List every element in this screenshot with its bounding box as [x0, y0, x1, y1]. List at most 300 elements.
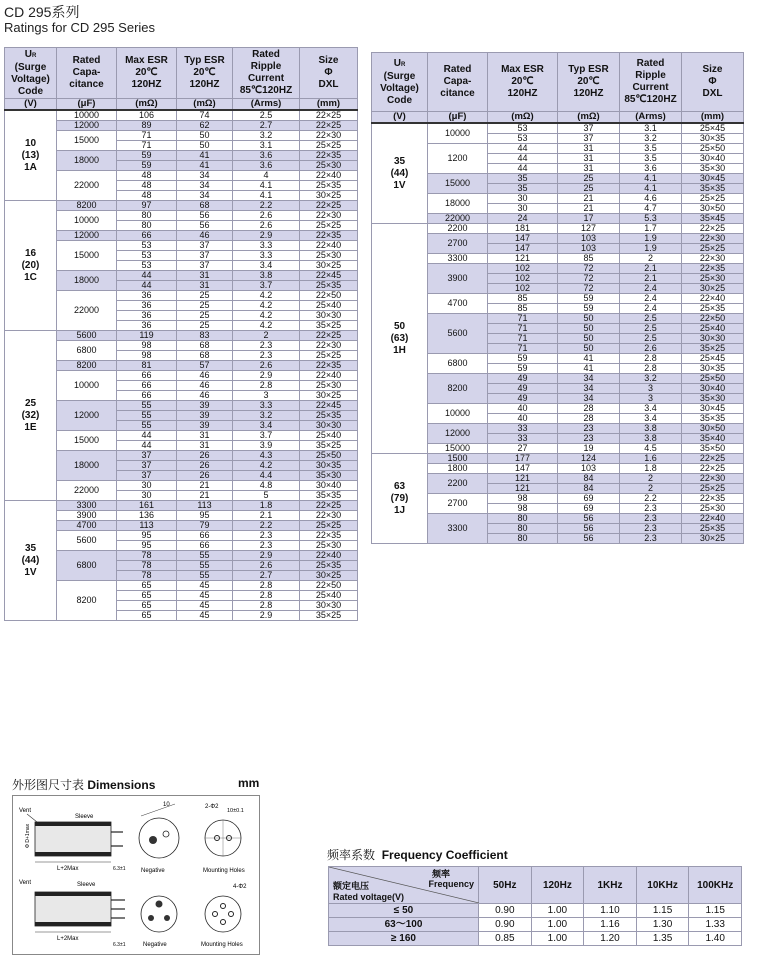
value-cell: 74: [177, 110, 233, 121]
value-cell: 48: [117, 191, 177, 201]
header-ripple: Rated Ripple Current 85℃120HZ: [233, 48, 300, 99]
value-cell: 4.8: [233, 481, 300, 491]
value-cell: 34: [177, 191, 233, 201]
mounting-label-bottom: Mounting Holes: [201, 942, 243, 948]
value-cell: 30×25: [300, 191, 358, 201]
value-cell: 22×35: [682, 494, 744, 504]
value-cell: 49: [488, 374, 558, 384]
value-cell: 25×30: [300, 541, 358, 551]
value-cell: 44: [488, 154, 558, 164]
value-cell: 34: [558, 384, 620, 394]
value-cell: 50: [558, 344, 620, 354]
value-cell: 59: [488, 354, 558, 364]
value-cell: 2.9: [233, 551, 300, 561]
value-cell: 26: [177, 461, 233, 471]
value-cell: 30×35: [682, 364, 744, 374]
vent-label-bottom: Vent: [19, 880, 32, 886]
capacitance-cell: 1800: [428, 464, 488, 474]
value-cell: 31: [558, 154, 620, 164]
value-cell: 3.2: [233, 131, 300, 141]
capacitance-cell: 3300: [428, 254, 488, 264]
value-cell: 45: [177, 591, 233, 601]
value-cell: 3.7: [233, 431, 300, 441]
unit-cell: (mm): [300, 99, 358, 111]
value-cell: 71: [488, 344, 558, 354]
capacitance-cell: 18000: [57, 451, 117, 481]
value-cell: 71: [117, 141, 177, 151]
value-cell: 4.2: [233, 321, 300, 331]
voltage-group-cell: 35 (44) 1V: [5, 501, 57, 621]
value-cell: 53: [117, 261, 177, 271]
value-cell: 35×35: [682, 414, 744, 424]
table-row: [372, 194, 744, 204]
series-title: CD 295系列: [4, 4, 80, 20]
length-label: L+2Max: [57, 866, 79, 872]
value-cell: 44: [488, 144, 558, 154]
table-row: [5, 121, 358, 131]
freq-cell: 1.15: [689, 904, 742, 918]
value-cell: 2.5: [233, 110, 300, 121]
value-cell: 40: [488, 404, 558, 414]
value-cell: 2.6: [233, 561, 300, 571]
freq-col-100khz: 100KHz: [689, 867, 742, 904]
value-cell: 2.8: [233, 591, 300, 601]
value-cell: 31: [177, 271, 233, 281]
value-cell: 22×25: [682, 224, 744, 234]
value-cell: 1.9: [620, 234, 682, 244]
capacitance-cell: 22000: [428, 214, 488, 224]
value-cell: 22×30: [300, 341, 358, 351]
ratings-units-row: [372, 112, 744, 124]
freq-col-120hz: 120Hz: [531, 867, 584, 904]
value-cell: 59: [117, 151, 177, 161]
value-cell: 22×35: [300, 151, 358, 161]
value-cell: 161: [117, 501, 177, 511]
value-cell: 80: [117, 221, 177, 231]
value-cell: 37: [177, 251, 233, 261]
value-cell: 30: [488, 194, 558, 204]
two-phi2-label: 2-Φ2: [205, 804, 219, 810]
value-cell: 25×35: [300, 411, 358, 421]
freq-cell: 1.00: [531, 932, 584, 946]
value-cell: 5.3: [620, 214, 682, 224]
value-cell: 44: [488, 164, 558, 174]
header-size: Size Φ DXL: [300, 48, 358, 99]
table-row: [5, 331, 358, 341]
value-cell: 3.4: [620, 404, 682, 414]
value-cell: 25×40: [682, 324, 744, 334]
value-cell: 69: [558, 504, 620, 514]
value-cell: 22×25: [300, 501, 358, 511]
table-row: [5, 171, 358, 181]
value-cell: 50: [558, 324, 620, 334]
unit-cell: (V): [372, 112, 428, 124]
value-cell: 3.4: [233, 421, 300, 431]
value-cell: 28: [558, 404, 620, 414]
value-cell: 65: [117, 611, 177, 621]
value-cell: 102: [488, 264, 558, 274]
value-cell: 2.9: [233, 611, 300, 621]
value-cell: 30×30: [300, 601, 358, 611]
capacitance-cell: 10000: [428, 404, 488, 424]
unit-cell: (mΩ): [558, 112, 620, 124]
table-row: [5, 511, 358, 521]
ratings-header-row: [372, 53, 744, 112]
value-cell: 26: [177, 471, 233, 481]
value-cell: 30×40: [300, 481, 358, 491]
table-row: [372, 254, 744, 264]
ratings-table-left: [4, 47, 358, 621]
value-cell: 80: [117, 211, 177, 221]
value-cell: 24: [488, 214, 558, 224]
value-cell: 2.3: [620, 514, 682, 524]
value-cell: 136: [117, 511, 177, 521]
header-max-esr: Max ESR 20℃ 120HZ: [488, 53, 558, 112]
value-cell: 27: [488, 444, 558, 454]
value-cell: 2.6: [233, 361, 300, 371]
value-cell: 177: [488, 454, 558, 464]
value-cell: 23: [558, 424, 620, 434]
value-cell: 78: [117, 561, 177, 571]
value-cell: 2.2: [233, 201, 300, 211]
freq-cell: 1.40: [689, 932, 742, 946]
table-row: [5, 361, 358, 371]
ratings-table-right: [371, 52, 744, 544]
value-cell: 25×25: [300, 351, 358, 361]
value-cell: 22×25: [682, 454, 744, 464]
value-cell: 2.8: [620, 354, 682, 364]
value-cell: 80: [488, 524, 558, 534]
value-cell: 36: [117, 301, 177, 311]
sleeve-label-bottom: Sleeve: [77, 882, 96, 888]
frequency-corner-cell: [329, 867, 479, 904]
value-cell: 37: [177, 261, 233, 271]
value-cell: 33: [488, 434, 558, 444]
value-cell: 22×40: [300, 171, 358, 181]
value-cell: 25×40: [300, 431, 358, 441]
freq-row: [329, 918, 742, 932]
freq-cell: 1.10: [584, 904, 637, 918]
value-cell: 2.4: [620, 284, 682, 294]
freq-col-50hz: 50Hz: [479, 867, 532, 904]
table-row: [5, 271, 358, 281]
value-cell: 46: [177, 391, 233, 401]
value-cell: 3.6: [233, 161, 300, 171]
value-cell: 48: [117, 171, 177, 181]
value-cell: 25×25: [682, 484, 744, 494]
table-row: [372, 224, 744, 234]
value-cell: 21: [177, 481, 233, 491]
value-cell: 127: [558, 224, 620, 234]
table-row: [5, 231, 358, 241]
ten-pm-label: 10±0.1: [227, 808, 244, 814]
value-cell: 25: [177, 291, 233, 301]
value-cell: 30×50: [682, 424, 744, 434]
value-cell: 4.2: [233, 461, 300, 471]
value-cell: 26: [177, 451, 233, 461]
value-cell: 22×35: [300, 531, 358, 541]
capacitance-cell: 12000: [57, 121, 117, 131]
value-cell: 35×30: [300, 471, 358, 481]
value-cell: 4.2: [233, 311, 300, 321]
value-cell: 65: [117, 601, 177, 611]
value-cell: 45: [177, 601, 233, 611]
value-cell: 25×25: [300, 141, 358, 151]
sleeve-label: Sleeve: [75, 814, 94, 820]
voltage-group-cell: 50 (63) 1H: [372, 224, 428, 454]
negative-label-bottom: Negative: [143, 942, 167, 948]
voltage-group-cell: 25 (32) 1E: [5, 331, 57, 501]
value-cell: 3.3: [233, 241, 300, 251]
value-cell: 89: [117, 121, 177, 131]
value-cell: 3: [233, 391, 300, 401]
header-cap: Rated Capa- citance: [57, 48, 117, 99]
capacitance-cell: 2700: [428, 234, 488, 254]
dimensions-drawing: [12, 795, 260, 955]
table-row: [372, 234, 744, 244]
value-cell: 80: [488, 514, 558, 524]
header-voltage: UR (Surge Voltage) Code: [372, 53, 428, 112]
value-cell: 103: [558, 234, 620, 244]
value-cell: 50: [558, 334, 620, 344]
value-cell: 3.6: [233, 151, 300, 161]
table-row: [5, 241, 358, 251]
value-cell: 45: [177, 611, 233, 621]
capacitance-cell: 3300: [428, 514, 488, 544]
value-cell: 25×35: [300, 181, 358, 191]
value-cell: 34: [177, 181, 233, 191]
value-cell: 37: [117, 471, 177, 481]
value-cell: 98: [488, 504, 558, 514]
value-cell: 25: [177, 301, 233, 311]
value-cell: 85: [488, 294, 558, 304]
value-cell: 3.2: [620, 374, 682, 384]
value-cell: 41: [177, 161, 233, 171]
value-cell: 34: [558, 394, 620, 404]
value-cell: 66: [177, 531, 233, 541]
capacitance-cell: 6800: [57, 341, 117, 361]
value-cell: 25×25: [682, 244, 744, 254]
value-cell: 72: [558, 284, 620, 294]
value-cell: 3: [620, 384, 682, 394]
value-cell: 41: [558, 354, 620, 364]
value-cell: 79: [177, 521, 233, 531]
value-cell: 56: [177, 211, 233, 221]
value-cell: 25×50: [300, 451, 358, 461]
value-cell: 3.9: [233, 441, 300, 451]
value-cell: 30×30: [300, 311, 358, 321]
value-cell: 25×50: [682, 144, 744, 154]
value-cell: 2.8: [620, 364, 682, 374]
capacitance-cell: 8200: [57, 581, 117, 621]
capacitance-cell: 2700: [428, 494, 488, 514]
freq-cell: 1.00: [531, 904, 584, 918]
value-cell: 2.5: [620, 314, 682, 324]
header-max-esr: Max ESR 20℃ 120HZ: [117, 48, 177, 99]
value-cell: 41: [558, 364, 620, 374]
dimensions-unit: mm: [238, 776, 260, 790]
value-cell: 2.3: [620, 534, 682, 544]
value-cell: 81: [117, 361, 177, 371]
value-cell: 80: [488, 534, 558, 544]
value-cell: 25×30: [300, 251, 358, 261]
table-row: [5, 211, 358, 221]
value-cell: 65: [117, 591, 177, 601]
value-cell: 56: [558, 514, 620, 524]
value-cell: 22×35: [300, 361, 358, 371]
capacitance-cell: 22000: [57, 481, 117, 501]
value-cell: 59: [117, 161, 177, 171]
value-cell: 25×45: [682, 123, 744, 134]
value-cell: 25×30: [682, 274, 744, 284]
capacitance-cell: 1500: [428, 454, 488, 464]
table-row: [5, 551, 358, 561]
header-voltage-sub: R: [31, 52, 37, 59]
freq-cell: 1.33: [689, 918, 742, 932]
table-row: [5, 521, 358, 531]
table-row: [5, 431, 358, 441]
value-cell: 2.3: [233, 531, 300, 541]
dimensions-title: 外形图尺寸表 Dimensions: [12, 778, 156, 792]
ratings-header-row: [5, 48, 358, 99]
voltage-group-cell: 10 (13) 1A: [5, 110, 57, 201]
value-cell: 22×25: [300, 110, 358, 121]
value-cell: 21: [177, 491, 233, 501]
freq-row-label: 63～100: [329, 918, 479, 932]
value-cell: 3.2: [233, 411, 300, 421]
voltage-group-cell: 63 (79) 1J: [372, 454, 428, 544]
value-cell: 22×25: [300, 331, 358, 341]
value-cell: 49: [488, 384, 558, 394]
value-cell: 25×50: [682, 374, 744, 384]
frequency-title: 频率系数 Frequency Coefficient: [327, 848, 508, 862]
value-cell: 103: [558, 464, 620, 474]
value-cell: 1.9: [620, 244, 682, 254]
value-cell: 22×40: [300, 241, 358, 251]
freq-col-10khz: 10KHz: [636, 867, 689, 904]
capacitance-cell: 10000: [57, 110, 117, 121]
value-cell: 25×40: [300, 301, 358, 311]
value-cell: 102: [488, 284, 558, 294]
capacitance-cell: 2200: [428, 474, 488, 494]
value-cell: 25×35: [682, 524, 744, 534]
header-typ-esr: Typ ESR 20℃ 120HZ: [558, 53, 620, 112]
table-row: [5, 531, 358, 541]
value-cell: 37: [558, 134, 620, 144]
value-cell: 2.1: [620, 274, 682, 284]
value-cell: 84: [558, 484, 620, 494]
ratings-units-row: [5, 99, 358, 111]
table-row: [372, 464, 744, 474]
value-cell: 35×25: [300, 321, 358, 331]
value-cell: 53: [488, 134, 558, 144]
table-row: [5, 131, 358, 141]
value-cell: 2.3: [233, 341, 300, 351]
capacitance-cell: 15000: [57, 131, 117, 151]
value-cell: 50: [558, 314, 620, 324]
value-cell: 31: [177, 281, 233, 291]
table-row: [5, 451, 358, 461]
value-cell: 95: [117, 541, 177, 551]
value-cell: 35×35: [300, 491, 358, 501]
value-cell: 71: [117, 131, 177, 141]
value-cell: 37: [117, 451, 177, 461]
capacitance-cell: 3900: [428, 264, 488, 294]
value-cell: 22×50: [682, 314, 744, 324]
freq-cell: 0.85: [479, 932, 532, 946]
value-cell: 2: [620, 254, 682, 264]
capacitance-cell: 18000: [57, 151, 117, 171]
value-cell: 22×40: [682, 514, 744, 524]
four-phi2-label: 4-Φ2: [233, 884, 247, 890]
value-cell: 30×25: [300, 391, 358, 401]
capacitance-cell: 2200: [428, 224, 488, 234]
value-cell: 121: [488, 484, 558, 494]
value-cell: 66: [177, 541, 233, 551]
table-row: [372, 314, 744, 324]
value-cell: 4.7: [620, 204, 682, 214]
value-cell: 2.8: [233, 381, 300, 391]
value-cell: 30×45: [682, 404, 744, 414]
value-cell: 2.1: [620, 264, 682, 274]
value-cell: 2.2: [233, 521, 300, 531]
value-cell: 50: [177, 141, 233, 151]
value-cell: 98: [117, 341, 177, 351]
value-cell: 71: [488, 324, 558, 334]
value-cell: 53: [488, 123, 558, 134]
unit-cell: (μF): [57, 99, 117, 111]
value-cell: 3: [620, 394, 682, 404]
value-cell: 3.4: [620, 414, 682, 424]
capacitance-cell: 6800: [57, 551, 117, 581]
value-cell: 59: [488, 364, 558, 374]
value-cell: 46: [177, 231, 233, 241]
capacitance-cell: 3300: [57, 501, 117, 511]
unit-cell: (V): [5, 99, 57, 111]
value-cell: 55: [177, 561, 233, 571]
value-cell: 4.6: [620, 194, 682, 204]
table-row: [5, 110, 358, 121]
value-cell: 5: [233, 491, 300, 501]
value-cell: 3.4: [233, 261, 300, 271]
value-cell: 35: [488, 174, 558, 184]
value-cell: 41: [177, 151, 233, 161]
value-cell: 45: [177, 581, 233, 591]
value-cell: 22×30: [682, 474, 744, 484]
table-row: [372, 444, 744, 454]
table-row: [5, 291, 358, 301]
table-row: [372, 494, 744, 504]
value-cell: 25: [177, 311, 233, 321]
value-cell: 69: [558, 494, 620, 504]
unit-cell: (Arms): [233, 99, 300, 111]
capacitance-cell: 8200: [57, 201, 117, 211]
capacitance-cell: 4700: [57, 521, 117, 531]
value-cell: 22×45: [300, 271, 358, 281]
value-cell: 46: [177, 381, 233, 391]
value-cell: 35×40: [682, 434, 744, 444]
value-cell: 3.3: [233, 401, 300, 411]
value-cell: 147: [488, 234, 558, 244]
table-row: [372, 354, 744, 364]
corner-freq-en: Frequency: [428, 879, 474, 889]
table-row: [5, 501, 358, 511]
value-cell: 30×25: [682, 534, 744, 544]
table-row: [372, 424, 744, 434]
value-cell: 49: [488, 394, 558, 404]
value-cell: 65: [117, 581, 177, 591]
value-cell: 83: [177, 331, 233, 341]
